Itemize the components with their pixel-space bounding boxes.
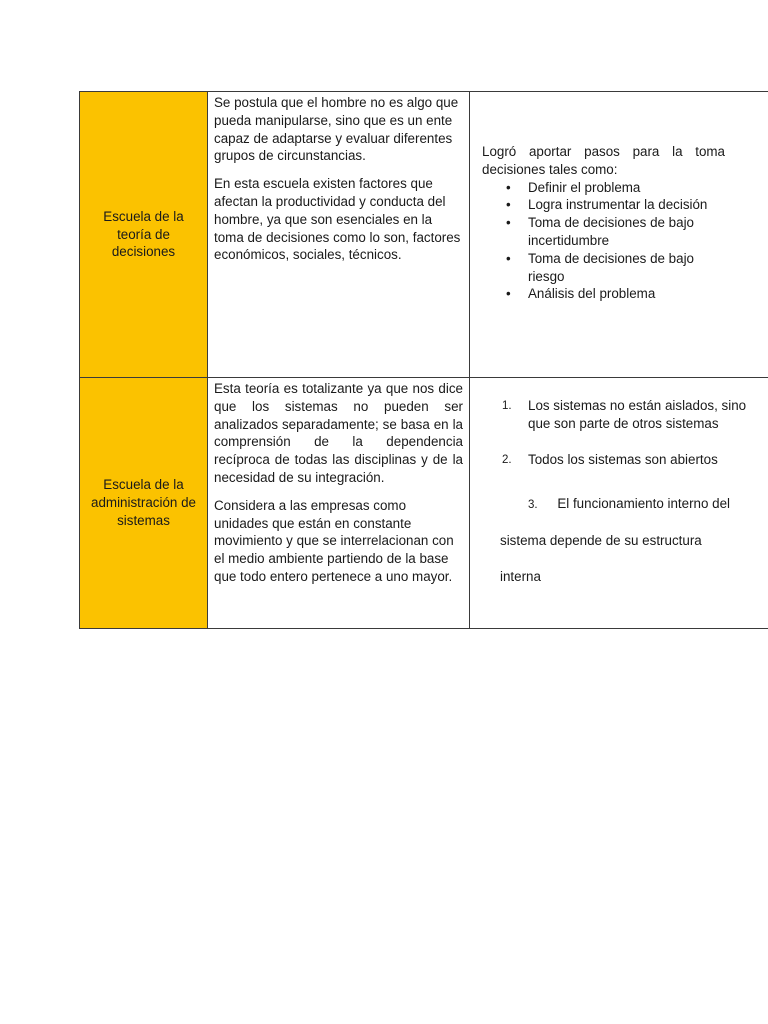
numbered-item	[502, 397, 768, 433]
content-table	[79, 91, 768, 629]
item-number: 3.	[528, 499, 538, 512]
item-text-line: que son parte de otros sistemas	[528, 415, 719, 431]
school-name: Escuela de la administración de sistemas	[91, 477, 196, 528]
list-item-text: Toma de decisiones de bajo riesgo	[528, 250, 695, 284]
item-text-line: Los sistemas no están aislados, sino	[528, 398, 747, 413]
contribution-intro-line: Logró aportar pasos para la toma	[482, 144, 726, 159]
list-item	[506, 196, 768, 214]
school-name-cell	[80, 378, 208, 629]
list-item-text: Logra instrumentar la decisión	[528, 197, 708, 213]
list-item	[506, 214, 728, 250]
description-paragraph: Se postula que el hombre no es algo que pueda manipularse, sino que es un ente capaz de adaptarse y evaluar diferentes grupos de circunstancias.	[214, 95, 459, 164]
bullet-icon: •	[506, 215, 511, 231]
numbered-item	[502, 451, 768, 469]
item-text-line: El funcionamiento interno del	[557, 496, 731, 512]
list-item-text: Toma de decisiones de bajo incertidumbre	[528, 215, 695, 248]
description-cell	[208, 92, 470, 378]
bullet-list	[482, 179, 768, 304]
item-text-line: sistema depende de su estructura	[500, 533, 702, 549]
item-text-line: Todos los sistemas son abiertos	[528, 451, 718, 467]
description-paragraph: Esta teoría es totalizante ya que nos dice que los sistemas no pueden ser analizados separadamente; se basa en la comprensión de la dependencia recíproca de todas las disciplinas y de la necesidad de su integración.	[214, 381, 463, 485]
item-number: 2.	[502, 453, 512, 466]
list-item-text: Definir el problema	[528, 179, 641, 195]
bullet-icon: •	[506, 179, 511, 195]
table-row	[80, 92, 768, 378]
list-item	[506, 250, 728, 286]
bullet-icon: •	[506, 286, 511, 302]
contribution-cell	[470, 378, 768, 629]
bullet-icon: •	[506, 197, 511, 213]
item-text-line: interna	[500, 569, 541, 585]
description-paragraph: Considera a las empresas como unidades que están en constante movimiento y que se interrelacionan con el medio ambiente partiendo de la base que todo entero pertenece a uno mayor.	[214, 497, 454, 584]
contribution-intro-line: decisiones tales como:	[482, 161, 618, 177]
bullet-icon: •	[506, 250, 511, 266]
description-cell	[208, 378, 470, 629]
numbered-item	[476, 486, 768, 595]
school-name-cell	[80, 92, 208, 378]
school-name: Escuela de la teoría de decisiones	[103, 208, 184, 260]
item-number: 1.	[502, 400, 512, 412]
list-item	[506, 285, 768, 303]
list-item	[506, 179, 768, 197]
contribution-cell	[470, 92, 768, 378]
contribution-intro	[482, 143, 768, 179]
list-item-text: Análisis del problema	[528, 286, 656, 302]
table-row	[80, 378, 768, 629]
description-paragraph: En esta escuela existen factores que afectan la productividad y conducta del hombre, ya que son esenciales en la toma de decisiones como lo son, factores económicos, sociales, técnicos.	[214, 176, 461, 263]
